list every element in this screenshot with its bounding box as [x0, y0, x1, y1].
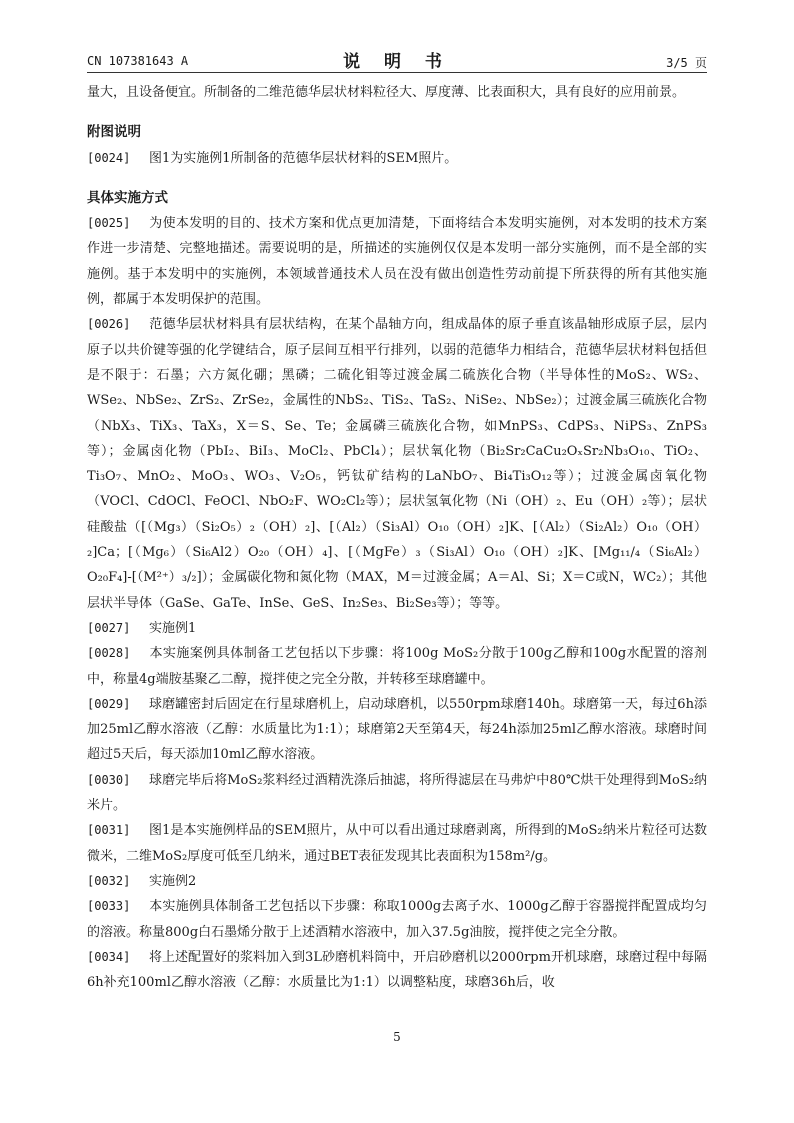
page-header — [87, 44, 707, 73]
paragraph-number: [0034] — [87, 949, 131, 964]
paragraph-text: 本实施例具体制备工艺包括以下步骤：称取1000g去离子水、1000g乙醇于容器搅拌配置成均匀的溶液。称量800g白石墨烯分散于上述酒精水溶液中，加入37.5g油胺，搅拌使之完全分散。 — [87, 899, 707, 940]
paragraph-0031 — [87, 818, 707, 869]
patent-number: CN 107381643 A — [87, 54, 189, 68]
section-title-figures: 附图说明 — [87, 124, 141, 141]
paragraph-number: [0028] — [87, 646, 131, 661]
page-number: 5 — [393, 1030, 401, 1044]
paragraph-text: 图1是本实施例样品的SEM照片，从中可以看出通过球磨剥离，所得到的MoS₂纳米片粒径可达数微米，二维MoS₂厚度可低至几纳米，通过BET表征发现其比表面积为158m²/g。 — [87, 823, 707, 864]
paragraph-number: [0026] — [87, 317, 131, 332]
section-title-embodiments: 具体实施方式 — [87, 189, 168, 206]
paragraph-0025 — [87, 211, 707, 312]
paragraph-0033 — [87, 894, 707, 945]
intro-paragraph: 量大，且设备便宜。所制备的二维范德华层状材料粒径大、厚度薄、比表面积大，具有良好的应用前景。 — [87, 85, 686, 100]
paragraph-0027 — [87, 616, 707, 641]
paragraph-number: [0027] — [87, 620, 131, 635]
paragraph-number: [0029] — [87, 696, 131, 711]
paragraph-text: 范德华层状材料具有层状结构，在某个晶轴方向，组成晶体的原子垂直该晶轴形成原子层，层内原子以共价键等强的化学键结合，原子层间互相平行排列，以弱的范德华力相结合，范德华层状材料包括但是不限于：石墨；六方氮化硼；黑磷；二硫化钼等过渡金属二硫族化合物（半导体性的MoS₂、WS₂、WSe₂、NbSe₂、ZrS₂、ZrSe₂，金属性的NbS₂、TiS₂、TaS₂、NiSe₂、NbSe₂）；过渡金属三硫族化合物（NbX₃、TiX₃、TaX₃，X＝S、Se、Te；金属磷三硫族化合物，如MnPS₃、CdPS₃、NiPS₃、ZnPS₃等）；金属卤化物（PbI₂、BiI₃、MoCl₂、PbCl₄）；层状氧化物（Bi₂Sr₂CaCu₂OₓSr₂Nb₃O₁₀、TiO₂、Ti₃O₇、MnO₂、MoO₃、WO₃、V₂O₅，钙钛矿结构的LaNbO₇、Bi₄Ti₃O₁₂等）；过渡金属卤氧化物（VOCl、CdOCl、FeOCl、NbO₂F、WO₂Cl₂等）；层状氢氧化物（Ni（OH）₂、Eu（OH）₂等）；层状硅酸盐（[（Mg₃）（Si₂O₅）₂（OH）₂]、[（Al₂）（Si₃Al）O₁₀（OH）₂]K、[（Al₂）（Si₂Al₂）O₁₀（OH）₂]Ca；[（Mg₆）（Si₆Al2）O₂₀（OH）₄]、[（MgFe）₃（Si₃Al）O₁₀（OH）₂]K、[Mg₁₁/₄（Si₆Al₂）O₂₀F₄]-[（M²⁺）₃/₂]）；金属碳化物和氮化物（MAX，M＝过渡金属；A＝Al、Si；X＝C或N，WC₂）；其他层状半导体（GaSe、GaTe、InSe、GeS、In₂Se₃、Bi₂Se₃等）；等等。 — [87, 317, 707, 611]
paragraph-0026 — [87, 312, 707, 616]
paragraph-text: 球磨完毕后将MoS₂浆料经过酒精洗涤后抽滤，将所得滤层在马弗炉中80℃烘干处理得到MoS₂纳米片。 — [87, 772, 707, 814]
document-title: 说 明 书 — [343, 52, 451, 72]
paragraph-text: 为使本发明的目的、技术方案和优点更加清楚，下面将结合本发明实施例，对本发明的技术方案作进一步清楚、完整地描述。需要说明的是，所描述的实施例仅仅是本发明一部分实施例，而不是全部的实施例。基于本发明中的实施例，本领域普通技术人员在没有做出创造性劳动前提下所获得的所有其他实施例，都属于本发明保护的范围。 — [87, 216, 707, 308]
paragraph-0028 — [87, 641, 707, 692]
paragraph-number: [0024] — [87, 150, 131, 165]
document-body — [87, 80, 707, 995]
paragraph-number: [0032] — [87, 873, 131, 888]
paragraph-number: [0030] — [87, 772, 131, 787]
paragraph-text: 实施例1 — [149, 620, 197, 636]
paragraph-text: 本实施案例具体制备工艺包括以下步骤：将100g MoS₂分散于100g乙醇和100g水配置的溶剂中，称量4g端胺基聚乙二醇，搅拌使之完全分散，并转移至球磨罐中。 — [87, 646, 707, 687]
paragraph-text: 图1为实施例1所制备的范德华层状材料的SEM照片。 — [149, 150, 458, 166]
paragraph-number: [0025] — [87, 216, 131, 231]
paragraph-0030 — [87, 768, 707, 819]
paragraph-0034 — [87, 945, 707, 996]
paragraph-number: [0031] — [87, 823, 131, 838]
paragraph-0032 — [87, 869, 707, 894]
paragraph-0024 — [87, 146, 707, 171]
page-indicator: 3/5 页 — [666, 56, 707, 70]
paragraph-0029 — [87, 692, 707, 768]
paragraph-text: 将上述配置好的浆料加入到3L砂磨机料筒中，开启砂磨机以2000rpm开机球磨，球磨过程中每隔6h补充100ml乙醇水溶液（乙醇：水质量比为1:1）以调整粘度，球磨36h后，收 — [87, 949, 707, 991]
paragraph-text: 实施例2 — [149, 873, 197, 889]
paragraph-number: [0033] — [87, 899, 131, 914]
paragraph-text: 球磨罐密封后固定在行星球磨机上，启动球磨机，以550rpm球磨140h。球磨第一天，每过6h添加25ml乙醇水溶液（乙醇：水质量比为1:1）；球磨第2天至第4天，每24h添加25ml乙醇水溶液。球磨时间超过5天后，每天添加10ml乙醇水溶液。 — [87, 696, 707, 763]
